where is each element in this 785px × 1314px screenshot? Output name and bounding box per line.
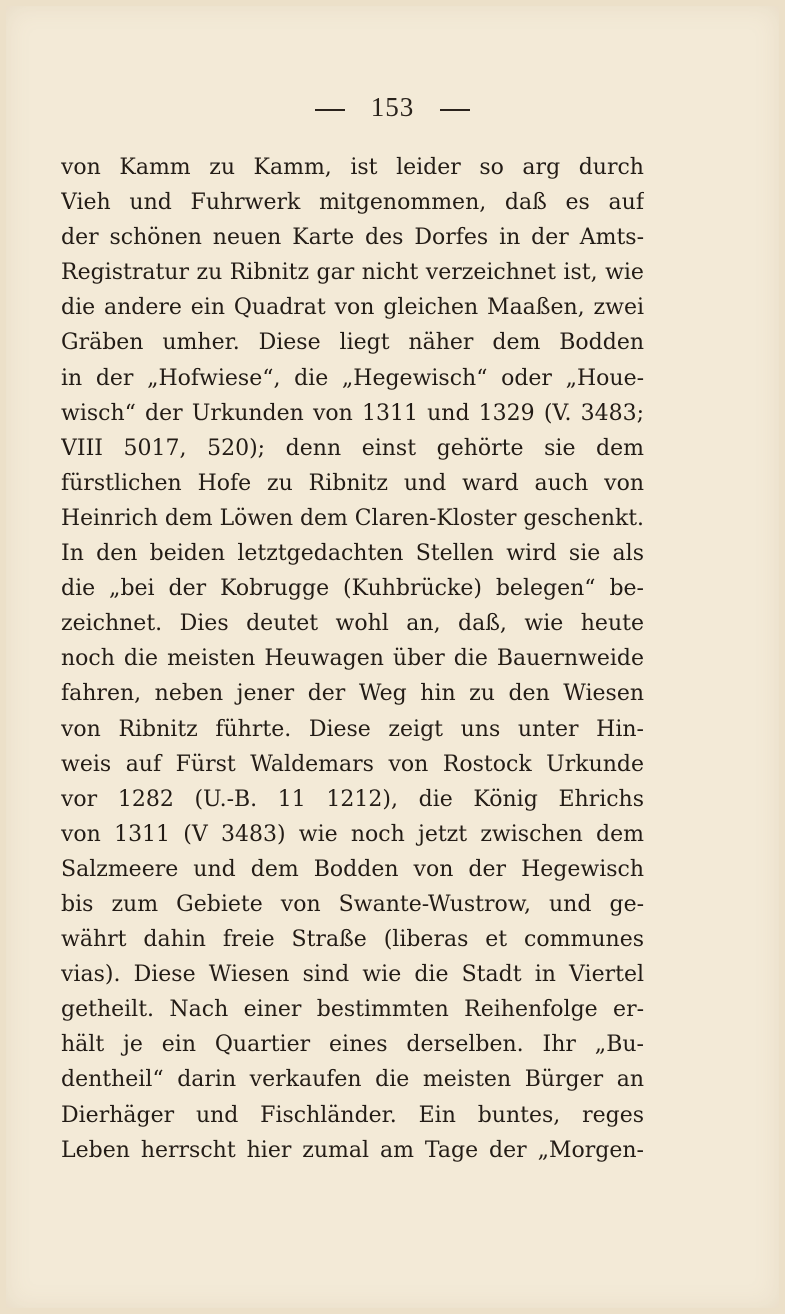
text-line: von Kamm zu Kamm, ist leider so arg durch: [61, 155, 644, 180]
text-line: in der „Hofwiese“, die „Hegewisch“ oder „Houe-: [61, 365, 644, 391]
body-text: [61, 150, 644, 1168]
text-line: von 1311 (V 3483) wie noch jetzt zwischen dem: [61, 821, 644, 847]
text-line: der schönen neuen Karte des Dorfes in der Amts-: [61, 225, 644, 251]
text-line: währt dahin freie Straße (liberas et communes: [61, 927, 644, 953]
text-line: die andere ein Quadrat von gleichen Maaßen, zwei: [61, 295, 644, 321]
text-line: die „bei der Kobrugge (Kuhbrücke) belegen“ be-: [61, 576, 644, 602]
text-line: dentheil“ darin verkaufen die meisten Bürger an: [61, 1067, 644, 1093]
text-line: Leben herrscht hier zumal am Tage der „Morgen-: [61, 1137, 644, 1163]
text-line: wisch“ der Urkunden von 1311 und 1329 (V. 3483;: [61, 400, 644, 426]
text-line: Registratur zu Ribnitz gar nicht verzeichnet ist, wie: [61, 260, 644, 286]
text-line: noch die meisten Heuwagen über die Bauernweide: [61, 646, 644, 672]
text-line: zeichnet. Dies deutet wohl an, daß, wie heute: [61, 611, 644, 637]
text-line: vias). Diese Wiesen sind wie die Stadt in Viertel: [61, 962, 644, 988]
text-line: Salzmeere und dem Bodden von der Hegewisch: [61, 856, 644, 882]
text-line: von Ribnitz führte. Diese zeigt uns unter Hin-: [61, 716, 644, 742]
text-line: bis zum Gebiete von Swante-Wustrow, und ge-: [61, 891, 644, 917]
text-line: In den beiden letztgedachten Stellen wird sie als: [61, 541, 644, 567]
header-dash-right: [440, 109, 470, 111]
page-header: [0, 92, 785, 123]
text-line: hält je ein Quartier eines derselben. Ihr „Bu-: [61, 1032, 644, 1058]
text-line: VIII 5017, 520); denn einst gehörte sie dem: [61, 435, 644, 461]
header-dash-left: [315, 109, 345, 111]
page-number: 153: [370, 92, 415, 122]
text-line: fahren, neben jener der Weg hin zu den Wiesen: [61, 681, 644, 707]
text-line: getheilt. Nach einer bestimmten Reihenfolge er-: [61, 997, 644, 1023]
text-line: Vieh und Fuhrwerk mitgenommen, daß es auf: [61, 190, 644, 216]
text-line: Dierhäger und Fischländer. Ein buntes, reges: [61, 1102, 644, 1128]
text-line: weis auf Fürst Waldemars von Rostock Urkunde: [61, 751, 644, 777]
text-line: fürstlichen Hofe zu Ribnitz und ward auch von: [61, 470, 644, 496]
text-line: Heinrich dem Löwen dem Claren-Kloster geschenkt.: [61, 505, 644, 531]
text-line: vor 1282 (U.-B. 11 1212), die König Ehrichs: [61, 786, 644, 812]
text-line: Gräben umher. Diese liegt näher dem Bodden: [61, 330, 644, 356]
